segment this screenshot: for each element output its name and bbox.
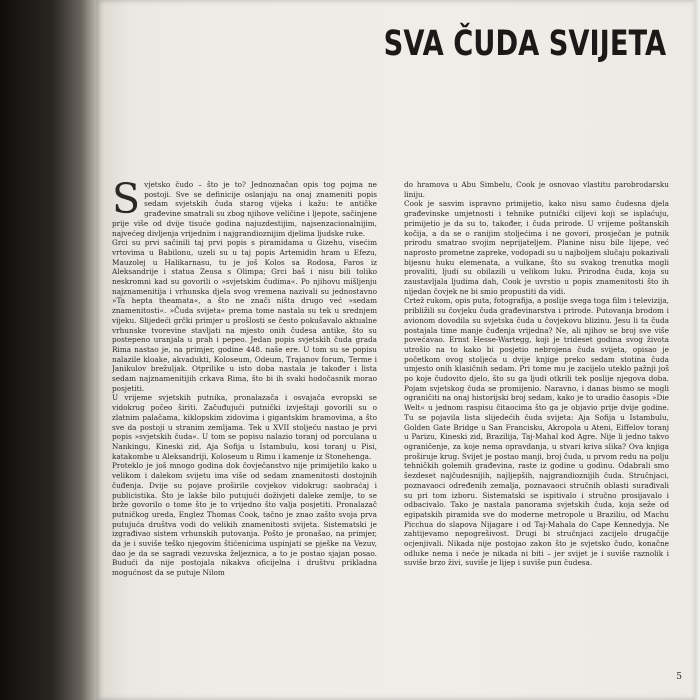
paragraph: vjetsko čudo – što je to? Jednoznačan opis tog pojma ne postoji. Sve se definicije oslanjaju na onaj znameniti popis sedam svjetskih čuda starog vijeka i kažu: te antičke građevine smatrali su zbog njihove veličine i ljepote, sačinjene prije više od dvije tisuće godina najuzdestijim, najsenzacionalnijim, najvećeg divljenja vrijednim i najgrandioznijim djelima ljudske ruke. [112, 180, 377, 238]
paragraph: Cook je sasvim ispravno primijetio, kako nisu samo čudesna djela građevinske umjetnosti i tehnike putnički ciljevi koji se isplaćuju, primijetio je da su to, također, i čuda prirode. U vrijeme poštanskih kočija, a da se o ranijim stoljećima i ne govori, prosječan je putnik prirodu smatrao svojim neprijateljem. Planine nisu bile lijepe, već naprosto prometne zapreke, vodopadi su u najboljem slučaju pokazivali bijesnu huku elemenata, a vulkane, što su svakog trenutka mogli provaliti, ljudi su obilazili u velikom luku. Prirodna čuda, koja su zaustavljala ljudima dah, Cook je uvrstio u popis znamenitosti što ih nijedan čovjek ne bi smio propustiti da vidi. [404, 199, 669, 296]
paragraph: Crtež rukom, opis puta, fotografija, a poslije svega toga film i televizija, približili su čovjeku čuda građevinarstva i prirode. Putovanja brodom i avionom dovodila su svjetska čuda u čovjekovu blizinu. Jesu li ta čuda postajala time manje čuđenja vrijedna? Ne, ali njihov se broj sve više povećavao. Ernst Hesse-Wartegg, koji je trideset godina svog života utrošio na to kako bi posjetio nebrojena čuda svijeta, opisao je početkom ovog stoljeća u dvije knjige preko sedam stotina čuda umjesto onih klasičnih sedam. Pri tome mu je zacijelo uteklo pažnji još po koje čudovito djelo, što su ga ljudi otkrili tek poslije njegova doba. Pojam svjetskog čuda se promijenio. Naravno, i danas bismo se mogli ograničiti na onaj historijski broj sedam, kako je to uradio časopis »Die Welt« u jednom raspisu čitaocima što ga je objavio prije dvije godine. Tu se pojavila lista slijedećih čuda svijeta: Aja Sofija u Istambulu, Golden Gate Bridge u San Francisku, Akropola u Ateni, Eiffelov toranj u Parizu, Kineski zid, Brazilija, Taj-Mahal kod Agre. Nije li jedno takvo ograničenje, za koje nema opravdanja, u stvari kriva slika? Ova knjiga proširuje krug. Svijet je postao manji, broj čuda, u prvom redu na polju tehničkih golemih građevina, raste iz godine u godinu. Odabrali smo šezdeset najčudesnijih, najljepših, najgrandioznijih čuda. Stručnjaci, poznavaoci određenih zemalja, poznavaoci stručnih oblasti surađivali su pri tom izboru. Sistematski se ispitivalo i stručno prosijavalo i odbacivalo. Tako je nastala panorama svjetskih čuda, koja seže od egipatskih piramida sve do moderne metropole u Braziliu, od Machu Picchua do slapova Nijagare i od Taj-Mahala do Cape Kennedyja. Ne zahtijevamo nepogrešivost. Drugi bi stručnjaci zacijelo drugačije ocjenjivali. Nikada nije postojao zakon što je svjetsko čudo, konačne odluke nema i neće je nikada ni biti – jer svijet je i suviše raznolik i suviše brzo živi, suviše je lijep i suviše pun čudesa. [404, 296, 669, 568]
text-column-right [404, 180, 669, 672]
page-number: 5 [676, 672, 682, 682]
paragraph: U vrijeme svjetskih putnika, pronalazača i osvajača evropski se vidokrug počeo širiti. Začuđujući putnički izvještaji govorili su o zlatnim palačama, kiklopskim zidovima i gigantskim hramovima, a što sve da postoji u stranim zemljama. Tek u XVII stoljeću nastao je prvi popis »svjetskih čuda«. U tom se popisu nalazio toranj od porculana u Nankingu, Kineski zid, Aja Sofija u Istambulu, kosi toranj u Pisi, katakombe u Aleksandriji, Koloseum u Rimu i kamenje iz Stonehenga. [112, 393, 377, 461]
article-body [112, 180, 669, 672]
book-binding-gutter [0, 0, 96, 700]
text-column-left [112, 180, 377, 672]
paragraph: Proteklo je još mnogo godina dok čovječanstvo nije primijetilo kako u velikom i dalekom svijetu ima više od sedam znamenitosti dostojnih čuđenja. Dvije su pojave proširile covjekov vidokrug: saobraćaj i publicistika. Što je lakše bilo putujući doživjeti daleke zemlje, to se brže govorilo o tome što je to vrijedno što valja posjetiti. Pronalazač putničkog ureda, Englez Thomas Cook, tačno je znao zašto svoja prva putujuća društva vodi do velikih znamenitosti svijeta. Sistematski je izgrađivao sistem vrhunskih putovanja. Pošto je pronašao, na primjer, da je i suviše teško njegovim štićenicima uspinjati se pješke na Vezuv, dao je da se sagradi vezuvska željeznica, a to je postao sjajan posao. Budući da nije postojala nikakva oficijelna i društvu prikladna mogućnost da se putuje Nilom [112, 461, 377, 578]
background-edge [694, 0, 700, 700]
page-title: SVA ČUDA SVIJETA [383, 24, 666, 64]
drop-cap: S [112, 180, 141, 223]
book-page [96, 0, 694, 700]
paragraph: Grci su prvi sačinili taj prvi popis s piramidama u Gizehu, visećim vrtovima u Babilonu, uzeli su u taj popis Artemidin hram u Efezu, Mauzolej u Halikarnasu, tu je još Kolos sa Rodosa, Faros iz Aleksandrije i statua Zeusa s Olimpa; Grci baš i nisu bili toliko neskromni kad su govorili o »svjetskim čudima«. Po njihovu mišljenju najznamenitija i vrhunska djela svog vremena nazivali su jednostavno »Ta hepta theamata«, a što ne znači ništa drugo već »sedam znamenitosti«. »Čuda svijeta« prema tome nastala su tek u srednjem vijeku. Slijedeći grčki primjer u prošlosti se često pokušavalo aktualne vrhunske tvorevine stavljati na mjesto onih čudesa antike, što su postepeno uranjala u prah i pepeo. Jedan popis svjetskih čuda grada Rima nastao je, na primjer, godine 448. naše ere. U tom su se popisu nalazile kloake, akvadukti, Koloseum, Odeum, Trajanov forum, Terme i Janikulov brežuljak. Otprilike u isto doba nastala je također i lista sedam najznamenitijih crkava Rima, što bi ih svaki hodočasnik morao posjetiti. [112, 238, 377, 393]
paragraph: do hramova u Abu Simbelu, Cook je osnovao vlastitu parobrodarsku liniju. [404, 180, 669, 199]
